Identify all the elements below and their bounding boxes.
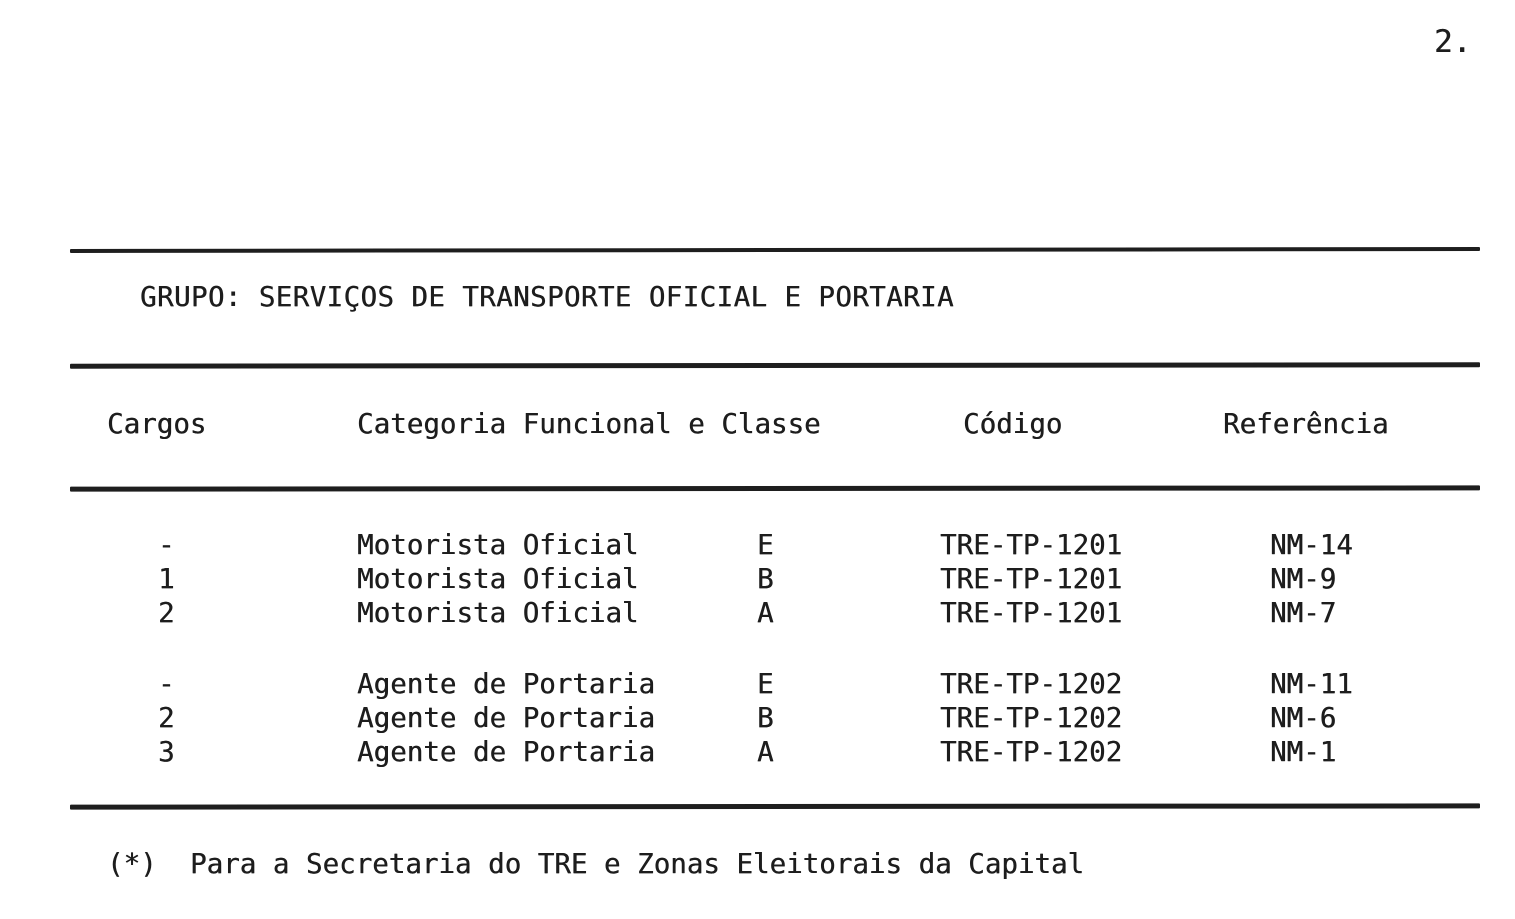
codigo-cell: TRE-TP-1202: [940, 668, 1123, 700]
column-header-cargos: Cargos: [107, 408, 207, 440]
referencia-cell: NM-7: [1270, 597, 1337, 629]
classe-cell: E: [757, 668, 774, 700]
categoria-cell: Motorista Oficial: [357, 597, 639, 629]
cargos-cell: 1: [158, 563, 175, 595]
column-header-codigo: Código: [963, 408, 1063, 440]
column-header-referencia: Referência: [1223, 408, 1389, 440]
codigo-cell: TRE-TP-1201: [940, 529, 1123, 561]
codigo-cell: TRE-TP-1201: [940, 563, 1123, 595]
cargos-cell: 3: [158, 736, 175, 768]
classe-cell: A: [757, 736, 774, 768]
classe-cell: E: [757, 529, 774, 561]
referencia-cell: NM-1: [1270, 736, 1337, 768]
codigo-cell: TRE-TP-1201: [940, 597, 1123, 629]
classe-cell: B: [757, 702, 774, 734]
cargos-cell: 2: [158, 597, 175, 629]
referencia-cell: NM-9: [1270, 563, 1337, 595]
referencia-cell: NM-14: [1270, 529, 1353, 561]
group-title: GRUPO: SERVIÇOS DE TRANSPORTE OFICIAL E PORTARIA: [140, 281, 954, 313]
referencia-cell: NM-6: [1270, 702, 1337, 734]
page-number: 2.: [1434, 24, 1472, 60]
codigo-cell: TRE-TP-1202: [940, 736, 1123, 768]
codigo-cell: TRE-TP-1202: [940, 702, 1123, 734]
categoria-cell: Agente de Portaria: [357, 736, 656, 768]
classe-cell: B: [757, 563, 774, 595]
classe-cell: A: [757, 597, 774, 629]
horizontal-rule-below-headers: [70, 485, 1480, 491]
footnote-text: Para a Secretaria do TRE e Zonas Eleitorais da Capital: [190, 848, 1085, 880]
categoria-cell: Motorista Oficial: [357, 529, 639, 561]
horizontal-rule-below-title: [70, 362, 1480, 368]
footnote-marker: (*): [107, 848, 157, 880]
categoria-cell: Motorista Oficial: [357, 563, 639, 595]
cargos-cell: -: [158, 529, 175, 561]
horizontal-rule-top: [70, 247, 1480, 253]
horizontal-rule-bottom: [70, 803, 1480, 809]
cargos-cell: -: [158, 668, 175, 700]
referencia-cell: NM-11: [1270, 668, 1353, 700]
cargos-cell: 2: [158, 702, 175, 734]
categoria-cell: Agente de Portaria: [357, 668, 656, 700]
column-header-categoria: Categoria Funcional e Classe: [357, 408, 821, 440]
categoria-cell: Agente de Portaria: [357, 702, 656, 734]
